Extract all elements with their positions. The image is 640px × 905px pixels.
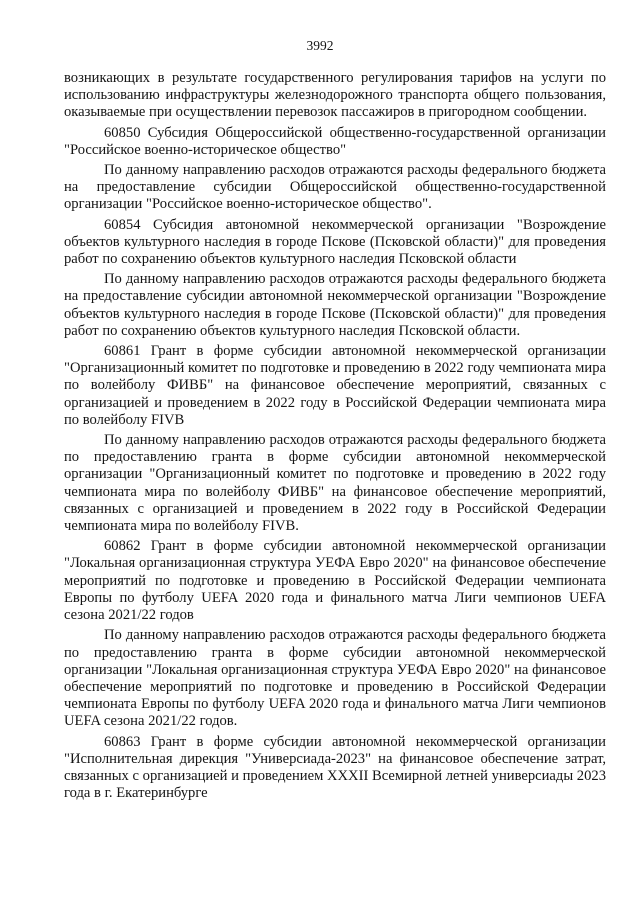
paragraph-60854-description: По данному направлению расходов отражаются расходы федерального бюджета на предоставление субсидии автономной некоммерческой организации "Возрождение объектов культурного наследия в городе Пскове (Псковской области)" для проведения работ по сохранению объектов культурного наследия Псковской области.	[64, 271, 606, 339]
paragraph-tariff-continuation: возникающих в результате государственного регулирования тарифов на услуги по использованию инфраструктуры железнодорожного транспорта общего пользования, оказываемые при осуществлении перевозок пассажиров в пригородном сообщении.	[64, 70, 606, 121]
page-number: 3992	[306, 38, 334, 53]
paragraph-60854-heading: 60854 Субсидия автономной некоммерческой организации "Возрождение объектов культурного наследия в городе Пскове (Псковской области)" для проведения работ по сохранению объектов культурного наследия Псковской области	[64, 216, 606, 268]
paragraph-60861-heading: 60861 Грант в форме субсидии автономной некоммерческой организации "Организационный комитет по подготовке и проведению в 2022 году чемпионата мира по волейболу ФИВБ" на финансовое обеспечение мероприятий, связанных с организацией и проведением в 2022 году в Российской Федерации чемпионата мира по волейболу FIVB	[64, 343, 606, 428]
paragraph-60850-heading: 60850 Субсидия Общероссийской общественно-государственной организации "Российское военно-историческое общество"	[64, 124, 606, 158]
paragraph-60862-heading: 60862 Грант в форме субсидии автономной некоммерческой организации "Локальная организационная структура УЕФА Евро 2020" на финансовое обеспечение мероприятий по подготовке и проведению в Российской Федерации чемпионата Европы по футболу UEFA 2020 года и финального матча Лиги чемпионов UEFA сезона 2021/22 годов	[64, 538, 606, 624]
paragraph-60861-description: По данному направлению расходов отражаются расходы федерального бюджета по предоставлению гранта в форме субсидии автономной некоммерческой организации "Организационный комитет по подготовке и проведению в 2022 году чемпионата мира по волейболу ФИВБ" на финансовое обеспечение мероприятий, связанных с организацией и проведением в 2022 году в Российской Федерации чемпионата мира по волейболу FIVB.	[64, 432, 606, 535]
paragraph-60863-heading: 60863 Грант в форме субсидии автономной некоммерческой организации "Исполнительная дирекция "Универсиада-2023" на финансовое обеспечение затрат, связанных с организацией и проведением XXXII Всемирной летней универсиады 2023 года в г. Екатеринбурге	[64, 733, 606, 802]
paragraph-60850-description: По данному направлению расходов отражаются расходы федерального бюджета на предоставление субсидии Общероссийской общественно-государственной организации "Российское военно-историческое общество".	[64, 162, 606, 213]
paragraph-60862-description: По данному направлению расходов отражаются расходы федерального бюджета по предоставлению гранта в форме субсидии автономной некоммерческой организации "Локальная организационная структура УЕФА Евро 2020" на финансовое обеспечение мероприятий по подготовке и проведению в Российской Федерации чемпионата Европы по футболу UEFA 2020 года и финального матча Лиги чемпионов UEFA сезона 2021/22 годов.	[64, 627, 606, 730]
document-body	[64, 70, 606, 805]
